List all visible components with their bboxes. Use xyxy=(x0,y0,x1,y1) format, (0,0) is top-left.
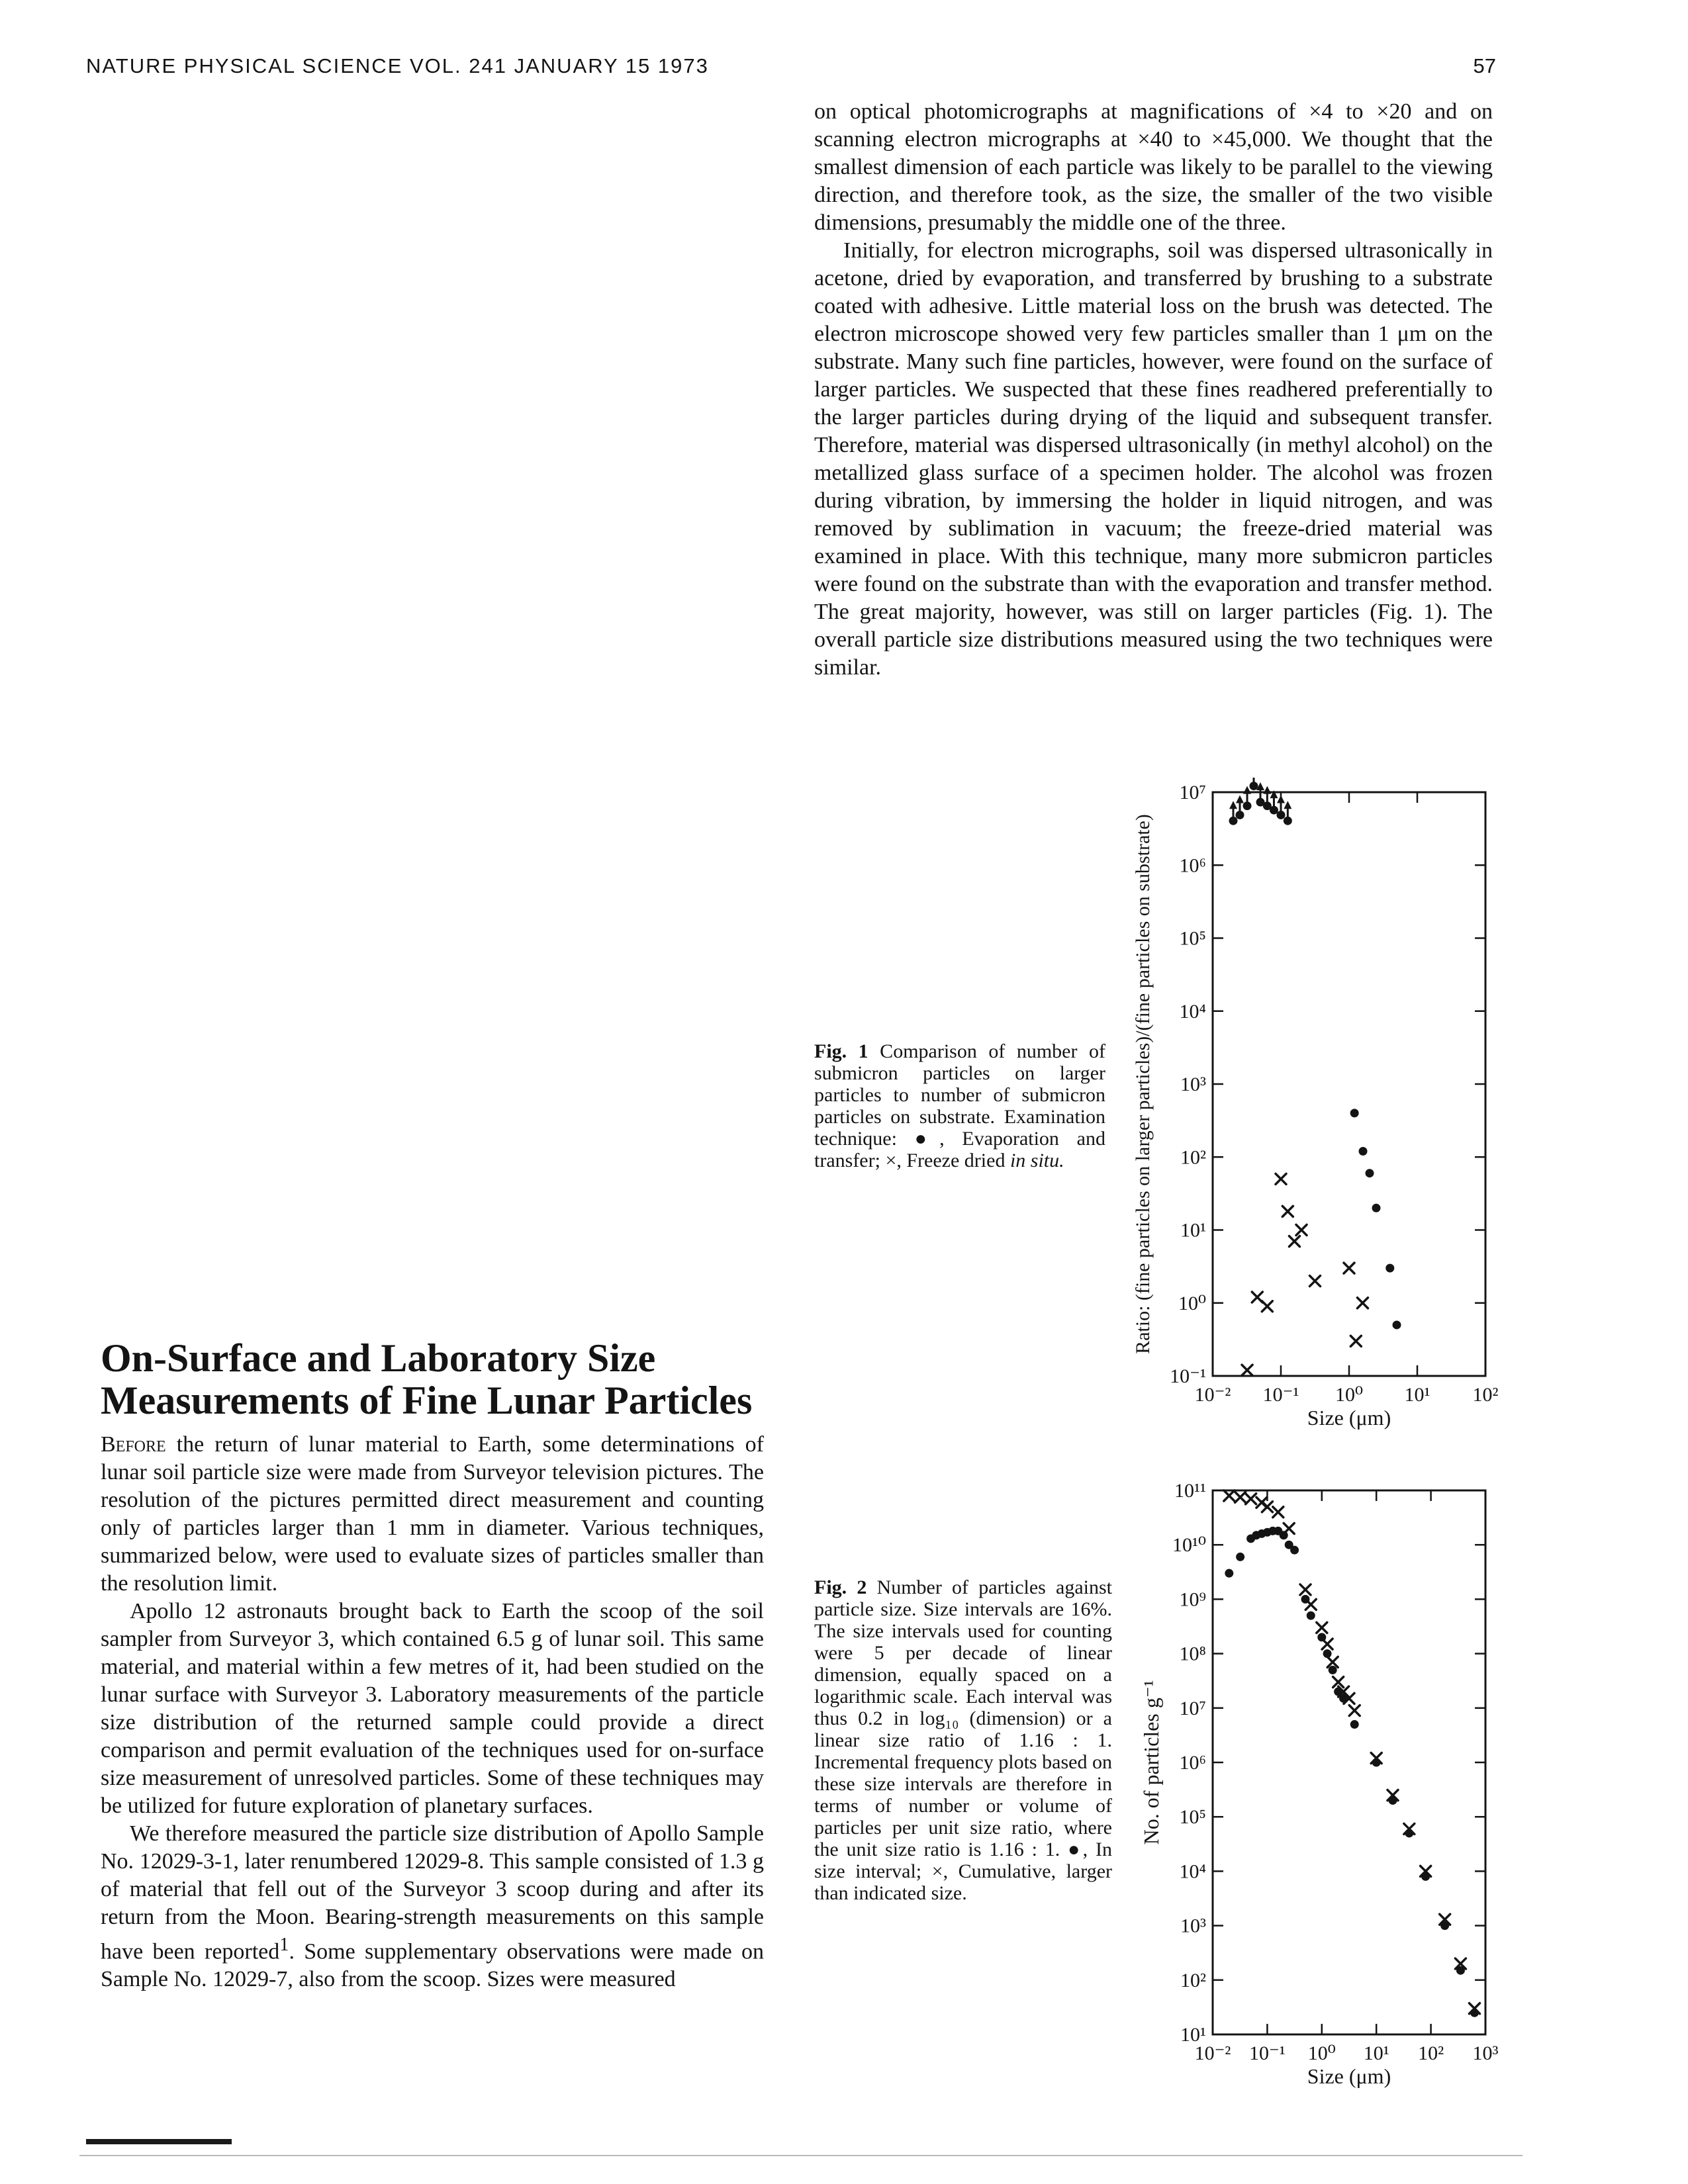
figure-2-plot xyxy=(1119,1476,1509,2098)
fig1-x-point xyxy=(1276,1173,1286,1184)
article-paragraph-1 xyxy=(101,1431,764,1598)
body-paragraph: Initially, for electron micrographs, soil was dispersed ultrasonically in acetone, dried by evaporation, and transferred by brushing to a substrate coated with adhesive. Little material loss on the brush was detected. The electron microscope showed very few particles smaller than 1 μm on the substrate. Many such fine particles, however, were found on the surface of larger particles. We suspected that these fines readhered preferentially to the larger particles during drying of the liquid and subsequent transfer. Therefore, material was dispersed ultrasonically (in methyl alcohol) on the metallized glass surface of a specimen holder. The alcohol was frozen during vibration, by immersing the holder in liquid nitrogen, and was removed by sublimation in vacuum; the freeze-dried material was examined in place. With this technique, many more submicron particles were found on the substrate than with the evaporation and transfer method. The great majority, however, was still on larger particles (Fig. 1). The overall particle size distributions measured using the two techniques were similar. xyxy=(814,238,1493,680)
fig1-dot-point xyxy=(1350,1109,1359,1117)
fig1-x-point xyxy=(1262,1301,1272,1312)
fig1-lower-bound-arrow xyxy=(1236,795,1244,803)
page-header xyxy=(86,48,1496,87)
article-title-line-1: On-Surface and Laboratory Size xyxy=(101,1336,656,1380)
fig1-x-point xyxy=(1357,1298,1368,1308)
figure-1-caption-italic: in situ. xyxy=(1009,1150,1064,1171)
fig1-x-tick-label: 10⁰ xyxy=(1335,1384,1364,1406)
fig1-dot-point xyxy=(1392,1320,1401,1329)
fig2-dot-point xyxy=(1225,1569,1233,1578)
fig1-y-tick-label: 10⁴ xyxy=(1179,1000,1206,1023)
article-paragraph-3-continued: . Some supplementary observations were made on Sample No. 12029-7, also from the scoop. Sizes were measured xyxy=(101,1939,765,1992)
right-column xyxy=(814,98,1493,682)
fig2-y-tick-label: 10⁵ xyxy=(1179,1806,1206,1829)
article-paragraph-3-text: We therefore measured the particle size distribution of Apollo Sample No. 12029-3-1, later renumbered 12029-8. This sample consisted of 1.3 g of material that fell out of the Surveyor 3 scoop during and after its return from the Moon. Bearing-strength measurements on this sample have been reported xyxy=(101,1821,764,1964)
reference-marker: 1 xyxy=(279,1934,289,1955)
journal-running-head: NATURE PHYSICAL SCIENCE VOL. 241 JANUARY 15 1973 xyxy=(86,54,709,77)
fig2-y-tick-label: 10³ xyxy=(1180,1915,1206,1937)
fig2-x-point xyxy=(1235,1492,1246,1502)
fig1-lower-bound-arrow xyxy=(1263,786,1271,794)
fig1-x-axis-label: Size (μm) xyxy=(1307,1406,1391,1430)
fig1-lower-bound-arrow xyxy=(1229,801,1237,809)
fig1-y-axis-label: Ratio: (fine particles on larger particles)/(fine particles on substrate) xyxy=(1132,814,1154,1354)
fig1-y-tick-label: 10⁵ xyxy=(1179,927,1206,950)
article-title-line-2: Measurements of Fine Lunar Particles xyxy=(101,1379,753,1422)
fig2-plot-frame xyxy=(1213,1490,1485,2034)
fig1-x-tick-label: 10⁻² xyxy=(1194,1384,1231,1406)
fig2-x-point xyxy=(1300,1584,1311,1595)
fig2-dot-point xyxy=(1236,1553,1244,1561)
fig1-lower-bound-point xyxy=(1229,817,1238,825)
fig1-dot-point xyxy=(1372,1204,1380,1212)
fig1-lower-bound-point xyxy=(1235,811,1244,819)
page-number: 57 xyxy=(1473,54,1496,77)
fig2-dot-point xyxy=(1307,1612,1315,1620)
fig2-x-point xyxy=(1322,1639,1333,1649)
fig1-y-tick-label: 10⁻¹ xyxy=(1170,1365,1206,1387)
body-paragraph: on optical photomicrographs at magnifications of ×4 to ×20 and on scanning electron micrographs at ×40 to ×45,000. We thought that the smallest dimension of each particle was likely to be parallel to the viewing direction, and therefore took, as the size, the smaller of the two visible dimensions, presumably the middle one of the three. xyxy=(814,99,1493,235)
figure-1-plot xyxy=(1119,778,1509,1459)
fig1-lower-bound-point xyxy=(1270,806,1278,815)
article-title xyxy=(101,1337,764,1422)
fig2-x-axis-label: Size (μm) xyxy=(1307,2064,1391,2088)
fig2-y-tick-label: 10¹ xyxy=(1180,2024,1206,2046)
fig1-lower-bound-point xyxy=(1243,801,1252,810)
fig2-x-point xyxy=(1305,1599,1316,1610)
fig1-x-point xyxy=(1350,1336,1361,1346)
fig1-y-tick-label: 10² xyxy=(1180,1146,1206,1169)
article-paragraph-1-text: the return of lunar material to Earth, some determinations of lunar soil particle size were made from Surveyor television pictures. The resolution of the pictures permitted direct measurement and counting only of particles larger than 1 mm in diameter. Various techniques, summarized below, were used to evaluate sizes of particles smaller than the resolution limit. xyxy=(101,1432,764,1596)
article-paragraph-3 xyxy=(101,1820,764,1993)
figure-1-caption xyxy=(814,1040,1105,1171)
fig2-x-tick-label: 10⁻² xyxy=(1194,2042,1231,2064)
fig1-dot-point xyxy=(1366,1169,1374,1177)
fig2-x-tick-label: 10² xyxy=(1418,2042,1444,2064)
page-bottom-rule xyxy=(79,2155,1523,2156)
scan-artifact xyxy=(86,2139,232,2144)
fig2-x-point xyxy=(1246,1494,1256,1504)
fig2-y-tick-label: 10⁷ xyxy=(1179,1697,1206,1719)
fig1-lower-bound-arrow xyxy=(1284,801,1291,809)
fig2-x-point xyxy=(1349,1706,1360,1716)
lead-word: Before xyxy=(101,1432,166,1457)
fig1-x-point xyxy=(1309,1276,1320,1287)
fig2-dot-point xyxy=(1290,1546,1299,1555)
fig2-x-tick-label: 10⁻¹ xyxy=(1248,2042,1286,2064)
fig1-x-point xyxy=(1296,1225,1307,1236)
fig1-dot-point xyxy=(1359,1147,1368,1156)
fig2-y-axis-label: No. of particles g⁻¹ xyxy=(1139,1680,1163,1845)
fig2-x-point xyxy=(1224,1490,1235,1501)
fig2-y-tick-label: 10¹⁰ xyxy=(1172,1534,1206,1557)
fig2-y-tick-label: 10⁹ xyxy=(1179,1588,1206,1611)
fig1-x-point xyxy=(1242,1365,1252,1375)
figure-2-caption-text: Number of particles against particle size. Size intervals are 16%. The size intervals used for counting were 5 per decade of linear dimension, equally spaced on a logarithmic scale. Each interval was thus 0.2 in log₁₀ (dimension) or a linear size ratio of 1.16 : 1. Incremental frequency plots based on these size intervals are therefore in terms of number or volume of particles per unit size ratio, where the unit size ratio is 1.16 : 1. ●, In size interval; ×, Cumulative, larger than indicated size. xyxy=(814,1576,1112,1904)
fig2-x-point xyxy=(1317,1622,1327,1633)
article-paragraph-2: Apollo 12 astronauts brought back to Earth the scoop of the soil sampler from Surveyor 3, which contained 6.5 g of lunar soil. This same material, and material within a few metres of it, had been studied on the lunar surface with Surveyor 3. Laboratory measurements of the particle size distribution of the returned sample could provide a direct comparison and permit evaluation of the techniques used for on-surface size measurement of unresolved particles. Some of these techniques may be utilized for future exploration of planetary surfaces. xyxy=(101,1599,764,1818)
fig1-plot-frame xyxy=(1213,792,1485,1376)
fig1-x-point xyxy=(1289,1236,1299,1247)
figure-2-label: Fig. 2 xyxy=(814,1576,867,1598)
fig1-y-tick-label: 10¹ xyxy=(1180,1219,1206,1242)
article-column xyxy=(101,1337,764,1993)
fig2-dot-point xyxy=(1329,1666,1337,1674)
fig2-y-tick-label: 10⁶ xyxy=(1179,1752,1206,1774)
fig1-lower-bound-point xyxy=(1250,782,1258,790)
fig2-x-point xyxy=(1273,1507,1284,1518)
fig2-y-tick-label: 10⁸ xyxy=(1179,1643,1206,1665)
figure-1-label: Fig. 1 xyxy=(814,1040,868,1062)
fig1-x-tick-label: 10² xyxy=(1472,1384,1499,1406)
figure-2 xyxy=(1119,1476,1509,2098)
fig1-y-tick-label: 10⁶ xyxy=(1179,854,1206,877)
fig1-lower-bound-arrow xyxy=(1277,795,1285,803)
fig1-y-tick-label: 10³ xyxy=(1180,1073,1206,1095)
fig2-x-point xyxy=(1284,1523,1294,1533)
fig2-dot-point xyxy=(1350,1720,1359,1729)
figure-2-caption xyxy=(814,1576,1112,1904)
fig1-dot-point xyxy=(1385,1264,1394,1273)
figure-1 xyxy=(1119,778,1509,1459)
fig2-y-tick-label: 10¹¹ xyxy=(1174,1480,1206,1502)
fig1-x-point xyxy=(1344,1263,1354,1273)
fig1-lower-bound-point xyxy=(1284,817,1292,825)
fig2-x-point xyxy=(1262,1502,1272,1512)
fig2-y-tick-label: 10⁴ xyxy=(1179,1860,1206,1883)
fig1-x-point xyxy=(1282,1206,1293,1216)
fig1-x-tick-label: 10⁻¹ xyxy=(1262,1384,1299,1406)
fig2-x-tick-label: 10⁰ xyxy=(1307,2042,1336,2064)
fig2-x-tick-label: 10¹ xyxy=(1363,2042,1389,2064)
fig1-y-tick-label: 10⁰ xyxy=(1178,1292,1206,1314)
fig2-x-tick-label: 10³ xyxy=(1472,2042,1499,2064)
fig1-x-tick-label: 10¹ xyxy=(1404,1384,1430,1406)
fig1-lower-bound-point xyxy=(1277,811,1286,819)
fig2-y-tick-label: 10² xyxy=(1180,1969,1206,1991)
figure-1-caption-text: Comparison of number of submicron particles on larger particles to number of submicron particles on substrate. Examination technique: ●, Evaporation and transfer; ×, Freeze dried xyxy=(814,1040,1105,1171)
fig1-y-tick-label: 10⁷ xyxy=(1179,782,1206,803)
